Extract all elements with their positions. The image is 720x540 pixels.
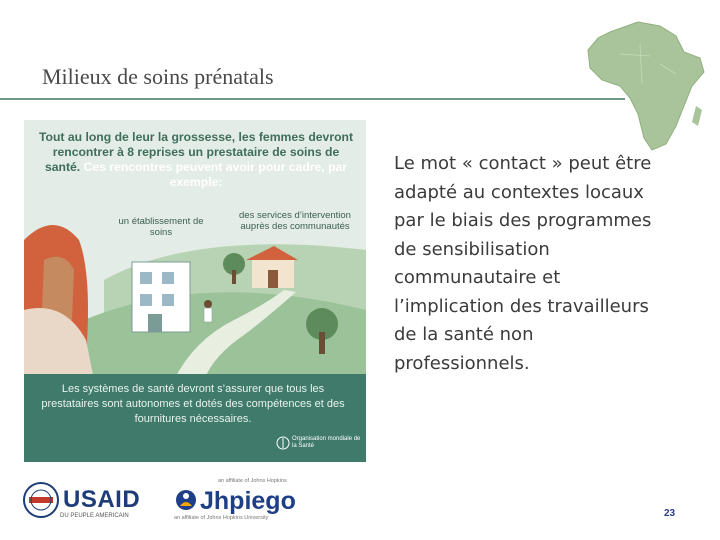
africa-map-icon [580, 14, 710, 154]
infographic [24, 120, 366, 462]
label-outreach: des services d’intervention auprès des communautés [239, 210, 351, 232]
infographic-heading-rest: Ces rencontres peuvent avoir pour cadre, par exemple: [83, 160, 348, 189]
usaid-logo-text: USAID [63, 486, 141, 513]
label-facility: un établissement de soins [118, 216, 204, 238]
jhpiego-top-label: an affiliate of Johns Hopkins [218, 478, 287, 484]
infographic-footer-text: Les systèmes de santé devront s’assurer que tous les prestataires sont autonomes et dotés des compétences et des fournitures nécessaires. [41, 383, 345, 425]
slide-title: Milieux de soins prénatals [42, 64, 274, 89]
who-emblem-icon [276, 436, 290, 450]
usaid-seal-icon [22, 481, 60, 519]
infographic-heading-bold: Tout au long de leur la grossesse, les femmes devront rencontrer à 8 reprises un prestataire de soins de santé. [38, 130, 354, 174]
infographic-heading [38, 130, 354, 190]
body-paragraph: Le mot « contact » peut être adapté au contextes locaux par le biais des programmes de sensibilisation communautaire et l’implication des travailleurs de la santé non professionnels. [394, 153, 652, 374]
who-org-label: Organisation mondiale de la Santé [292, 436, 361, 449]
usaid-subtitle: DU PEUPLE AMERICAIN [60, 513, 129, 519]
title-divider [0, 98, 625, 100]
jhpiego-emblem-icon [174, 488, 198, 512]
jhpiego-subtitle: an affiliate of Johns Hopkins University [174, 515, 269, 521]
jhpiego-logo-text: Jhpiego [200, 487, 296, 515]
page-number: 23 [664, 508, 676, 519]
